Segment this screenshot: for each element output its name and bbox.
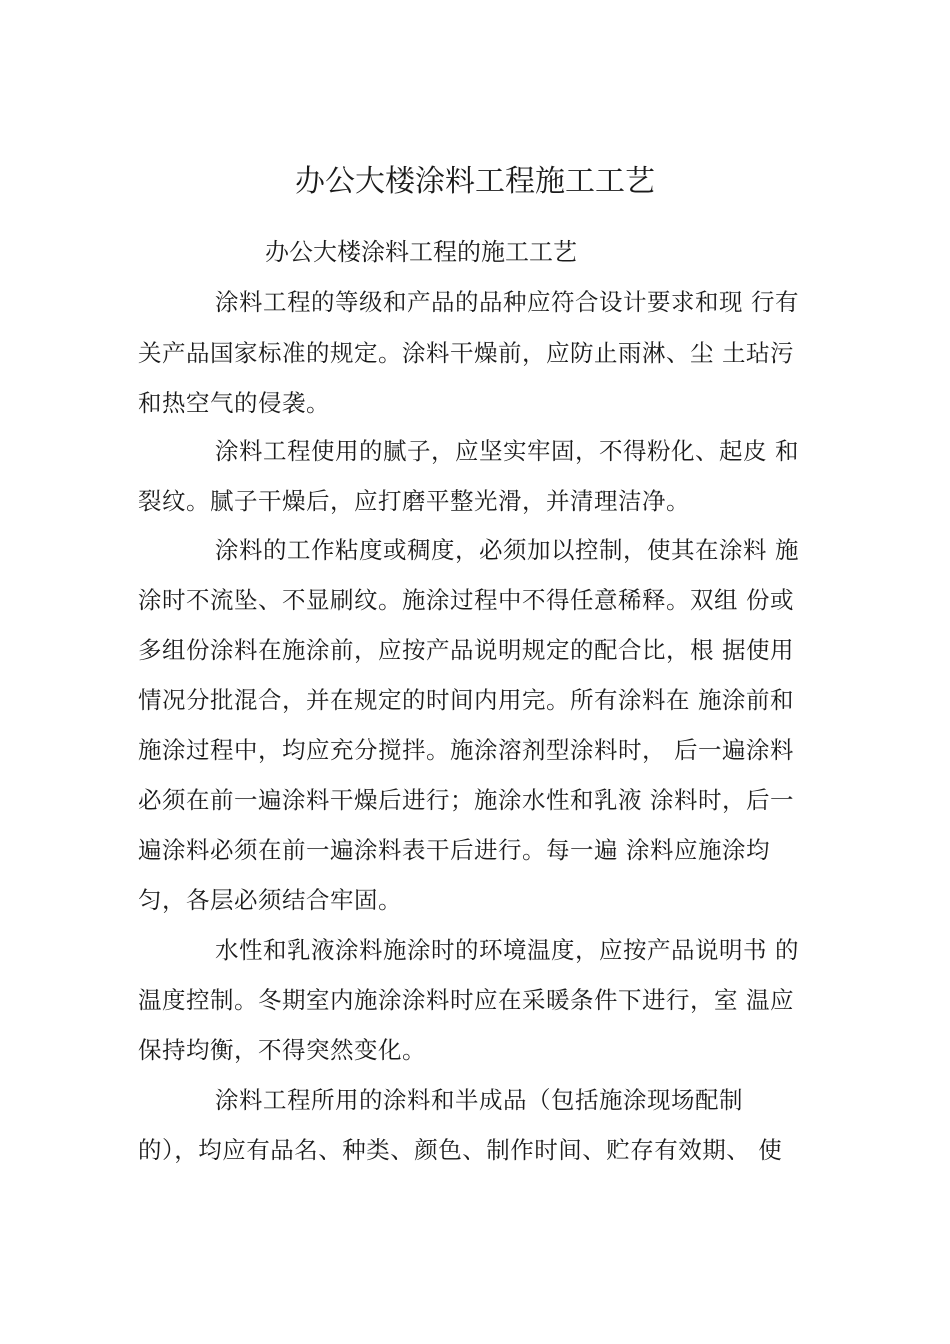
- text-line: 多组份涂料在施涂前，应按产品说明规定的配合比，根 据使用: [138, 636, 794, 664]
- document-subtitle: 办公大楼涂料工程的施工工艺: [265, 238, 577, 266]
- text-line: 保持均衡，不得突然变化。: [138, 1036, 426, 1064]
- text-line: 涂料工程所用的涂料和半成品（包括施涂现场配制: [215, 1086, 743, 1114]
- text-line: 温度控制。冬期室内施涂涂料时应在采暖条件下进行，室 温应: [138, 986, 794, 1014]
- text-line: 施涂过程中，均应充分搅拌。施涂溶剂型涂料时， 后一遍涂料: [138, 736, 794, 764]
- text-line: 遍涂料必须在前一遍涂料表干后进行。每一遍 涂料应施涂均: [138, 836, 770, 864]
- text-line: 水性和乳液涂料施涂时的环境温度，应按产品说明书 的: [215, 936, 799, 964]
- text-line: 涂料工程的等级和产品的品种应符合设计要求和现 行有: [215, 288, 799, 316]
- text-line: 涂时不流坠、不显刷纹。施涂过程中不得任意稀释。双组 份或: [138, 586, 794, 614]
- text-line: 匀，各层必须结合牢固。: [138, 886, 402, 914]
- text-line: 的），均应有品名、种类、颜色、制作时间、贮存有效期、 使: [138, 1136, 783, 1164]
- text-line: 关产品国家标准的规定。涂料干燥前，应防止雨淋、尘 土玷污: [138, 339, 794, 367]
- text-line: 必须在前一遍涂料干燥后进行；施涂水性和乳液 涂料时，后一: [138, 786, 794, 814]
- document-title: 办公大楼涂料工程施工工艺: [295, 164, 655, 199]
- text-line: 涂料工程使用的腻子，应坚实牢固，不得粉化、起皮 和: [215, 437, 799, 465]
- text-line: 裂纹。腻子干燥后，应打磨平整光滑，并清理洁净。: [138, 487, 690, 515]
- text-line: 情况分批混合，并在规定的时间内用完。所有涂料在 施涂前和: [138, 686, 794, 714]
- text-line: 涂料的工作粘度或稠度，必须加以控制，使其在涂料 施: [215, 536, 799, 564]
- text-line: 和热空气的侵袭。: [138, 389, 330, 417]
